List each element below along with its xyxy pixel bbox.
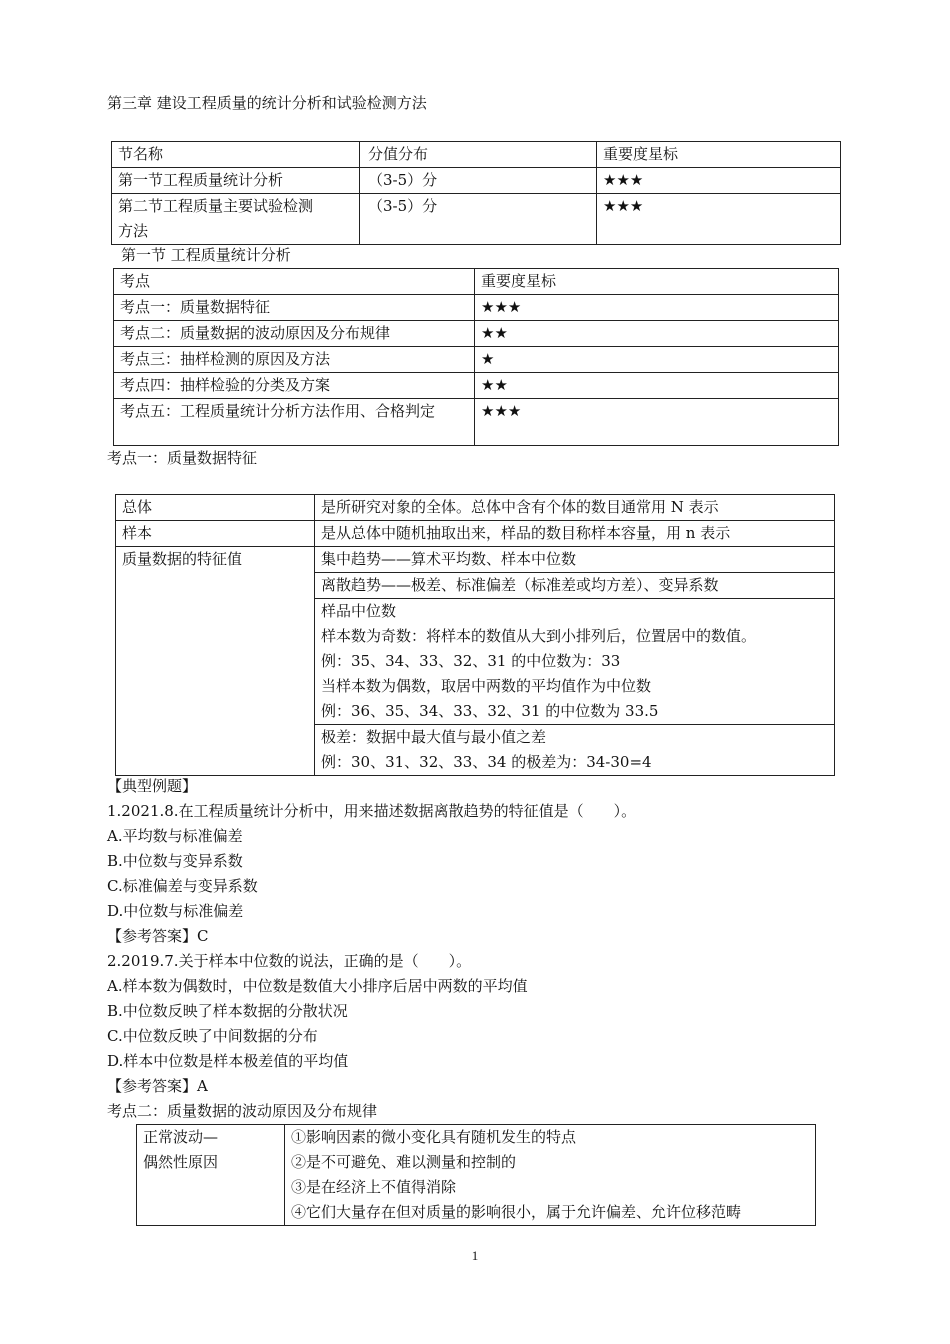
section-score: （3-5）分 [360, 194, 597, 245]
section-name [112, 194, 360, 245]
question-option: D.样本中位数是样本极差值的平均值 [107, 1052, 349, 1070]
question-option: B.中位数反映了样本数据的分散状况 [107, 1002, 348, 1020]
point-name: 考点一：质量数据特征 [114, 295, 475, 321]
median-block [315, 599, 835, 725]
chapter-title: 第三章 建设工程质量的统计分析和试验检测方法 [107, 94, 427, 112]
range-line: 极差：数据中最大值与最小值之差 [321, 728, 547, 746]
point-name: 考点四：抽样检验的分类及方案 [114, 373, 475, 399]
section-stars: ★★★ [597, 194, 841, 245]
fluctuation-table [136, 1124, 816, 1226]
sample-label: 样本 [116, 521, 315, 547]
question-option: C.中位数反映了中间数据的分布 [107, 1027, 318, 1045]
dispersion: 离散趋势——极差、标准偏差（标准差或均方差）、变异系数 [315, 573, 835, 599]
section-name: 第一节工程质量统计分析 [112, 168, 360, 194]
point-stars: ★ [475, 347, 839, 373]
question-option: B.中位数与变异系数 [107, 852, 243, 870]
median-line: 样本数为奇数：将样本的数值从大到小排列后，位置居中的数值。 [321, 627, 757, 645]
total-desc: 是所研究对象的全体。总体中含有个体的数目通常用 N 表示 [315, 495, 835, 521]
fluct-label [137, 1125, 285, 1226]
header-point: 考点 [114, 269, 475, 295]
point-name: 考点三：抽样检测的原因及方法 [114, 347, 475, 373]
point-stars: ★★ [475, 373, 839, 399]
fluct-label-line: 偶然性原因 [143, 1153, 219, 1171]
fluct-items [285, 1125, 816, 1226]
header-point-stars: 重要度星标 [475, 269, 839, 295]
points-table [113, 268, 839, 446]
page-number: 1 [471, 1248, 479, 1263]
section-name-line: 第二节工程质量主要试验检测 [118, 197, 314, 215]
answer: 【参考答案】A [107, 1077, 208, 1095]
point-name: 考点二：质量数据的波动原因及分布规律 [114, 321, 475, 347]
header-stars: 重要度星标 [597, 142, 841, 168]
point-stars: ★★★ [475, 399, 839, 446]
fluct-item: ②是不可避免、难以测量和控制的 [291, 1153, 517, 1171]
central-tendency: 集中趋势——算术平均数、样本中位数 [315, 547, 835, 573]
fluct-item: ①影响因素的微小变化具有随机发生的特点 [291, 1128, 577, 1146]
point-stars: ★★★ [475, 295, 839, 321]
section-score: （3-5）分 [360, 168, 597, 194]
header-score: 分值分布 [360, 142, 597, 168]
range-line: 例：30、31、32、33、34 的极差为：34-30=4 [321, 753, 652, 771]
question-stem: 1.2021.8.在工程质量统计分析中，用来描述数据离散趋势的特征值是（ ）。 [107, 802, 637, 820]
answer: 【参考答案】C [107, 927, 209, 945]
median-line: 例：35、34、33、32、31 的中位数为：33 [321, 652, 621, 670]
question-option: A.平均数与标准偏差 [107, 827, 243, 845]
median-line: 样品中位数 [321, 602, 397, 620]
median-line: 当样本数为偶数，取居中两数的平均值作为中位数 [321, 677, 652, 695]
total-label: 总体 [116, 495, 315, 521]
fluct-label-line: 正常波动— [143, 1128, 219, 1146]
section-stars: ★★★ [597, 168, 841, 194]
question-option: A.样本数为偶数时，中位数是数值大小排序后居中两数的平均值 [107, 977, 528, 995]
examples-title: 【典型例题】 [107, 777, 198, 795]
median-line: 例：36、35、34、33、32、31 的中位数为 33.5 [321, 702, 659, 720]
range-block [315, 725, 835, 776]
sections-table [111, 141, 841, 245]
fluct-item: ③是在经济上不值得消除 [291, 1178, 457, 1196]
point-name: 考点五：工程质量统计分析方法作用、合格判定 [114, 399, 475, 446]
question-stem: 2.2019.7.关于样本中位数的说法，正确的是（ ）。 [107, 952, 472, 970]
question-option: C.标准偏差与变异系数 [107, 877, 258, 895]
header-section-name: 节名称 [112, 142, 360, 168]
question-option: D.中位数与标准偏差 [107, 902, 244, 920]
features-table [115, 494, 835, 776]
char-label: 质量数据的特征值 [116, 547, 315, 776]
point2-title: 考点二：质量数据的波动原因及分布规律 [107, 1102, 378, 1120]
section-name-line: 方法 [118, 222, 149, 240]
section1-title: 第一节 工程质量统计分析 [121, 246, 291, 264]
point-stars: ★★ [475, 321, 839, 347]
point1-title: 考点一：质量数据特征 [107, 449, 258, 467]
sample-desc: 是从总体中随机抽取出来，样品的数目称样本容量，用 n 表示 [315, 521, 835, 547]
fluct-item: ④它们大量存在但对质量的影响很小，属于允许偏差、允许位移范畴 [291, 1203, 742, 1221]
